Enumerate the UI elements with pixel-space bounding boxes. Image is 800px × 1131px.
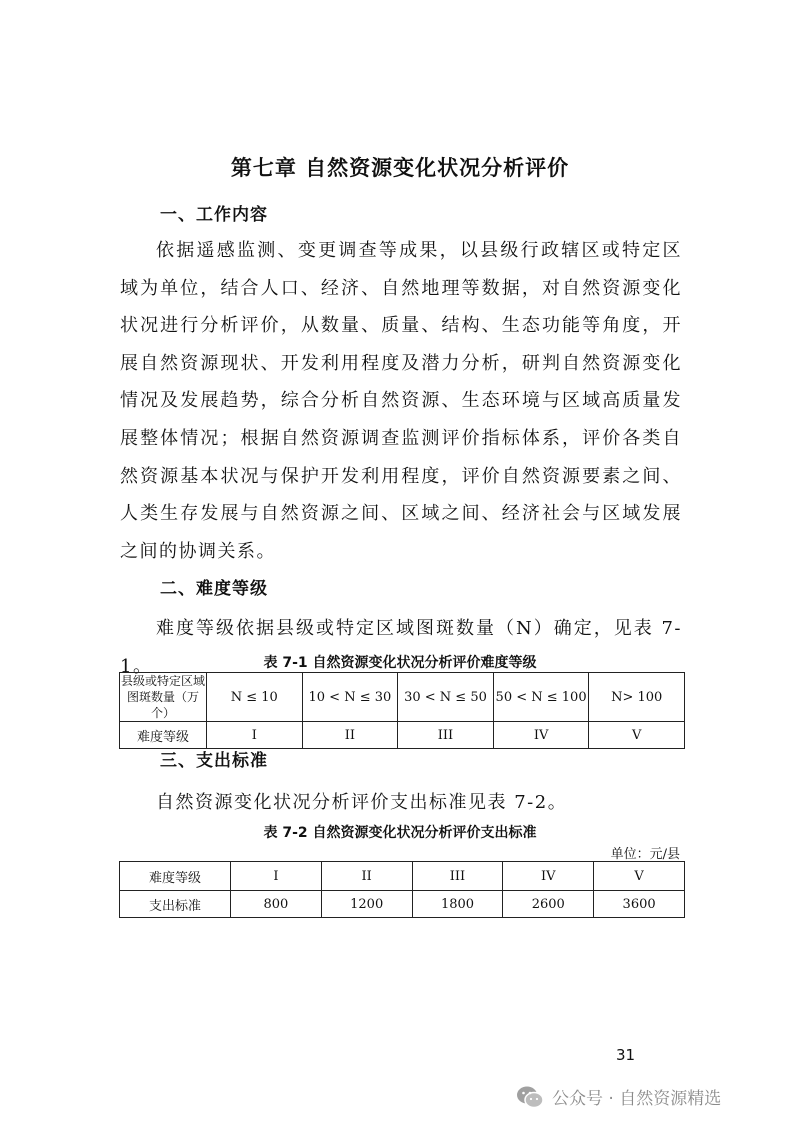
table-row [120,722,685,749]
wechat-icon [516,1085,544,1109]
grade-label-cell: 难度等级 [120,862,231,891]
table-row [120,862,685,891]
grade-cell: III [398,722,494,749]
standard-cell: 1200 [321,891,412,918]
difficulty-text: 难度等级依据县级或特定区域图斑数量（N）确定，见表 7-1。 [120,618,682,677]
work-content-text: 依据遥感监测、变更调查等成果，以县级行政辖区或特定区域为单位，结合人口、经济、自然地理等数据，对自然资源变化状况进行分析评价，从数量、质量、结构、生态功能等角度，开展自然资源现状、开发利用程度及潜力分析，研判自然资源变化情况及发展趋势，综合分析自然资源、生态环境与区域高质量发展整体情况；根据自然资源调查监测评价指标体系，评价各类自然资源基本状况与保护开发利用程度，评价自然资源要素之间、人类生存发展与自然资源之间、区域之间、经济社会与区域发展之间的协调关系。 [120,240,682,562]
standard-label-cell: 支出标准 [120,891,231,918]
grade-cell: IV [503,862,594,891]
range-cell: N> 100 [589,673,685,722]
section-heading-difficulty: 二、难度等级 [160,579,268,599]
range-cell: 50 < N ≤ 100 [493,673,589,722]
section-heading-work-content: 一、工作内容 [160,205,268,225]
grade-cell: I [207,722,303,749]
grade-cell: II [302,722,398,749]
standard-cell: 1800 [412,891,503,918]
grade-cell: IV [493,722,589,749]
work-content-paragraph [120,232,682,570]
table-7-1-caption: 表 7-1 自然资源变化状况分析评价难度等级 [263,655,537,671]
standard-cell: 800 [231,891,322,918]
standard-cell: 2600 [503,891,594,918]
section-heading-expenditure: 三、支出标准 [160,751,268,771]
wechat-watermark [516,1084,721,1109]
range-cell: 10 < N ≤ 30 [302,673,398,722]
header-label-line1: 县级或特定区域 [120,674,205,688]
grade-cell: II [321,862,412,891]
page-number: 31 [616,1046,636,1064]
range-cell: 30 < N ≤ 50 [398,673,494,722]
expenditure-paragraph [120,784,682,822]
expenditure-standard-table [119,861,685,918]
header-cell [120,673,207,722]
unit-note: 单位：元/县 [610,847,680,862]
range-cell: N ≤ 10 [207,673,303,722]
standard-cell: 3600 [594,891,685,918]
grade-label-cell: 难度等级 [120,722,207,749]
expenditure-text: 自然资源变化状况分析评价支出标准见表 7-2。 [156,792,568,813]
difficulty-grade-table [119,672,685,749]
table-7-2-caption: 表 7-2 自然资源变化状况分析评价支出标准 [263,825,537,841]
chapter-title: 第七章 自然资源变化状况分析评价 [230,156,570,180]
watermark-text: 公众号 · 自然资源精选 [552,1089,722,1109]
header-label-line2: 图斑数量（万个） [126,690,199,720]
grade-cell: V [594,862,685,891]
grade-cell: I [231,862,322,891]
grade-cell: V [589,722,685,749]
table-row [120,891,685,918]
table-row [120,673,685,722]
grade-cell: III [412,862,503,891]
